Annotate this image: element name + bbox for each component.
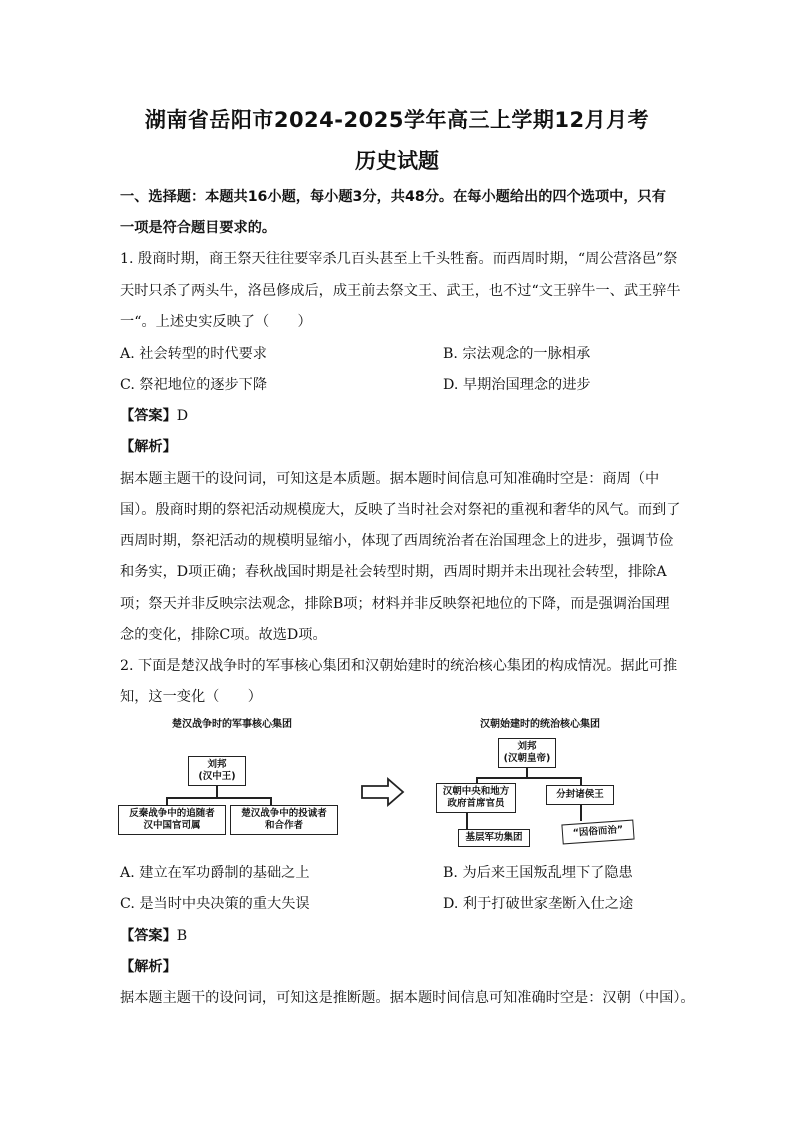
box-line: 和合作者 [264, 820, 303, 831]
box-line: 楚汉战争中的投诚者 [241, 808, 327, 819]
q1-analysis-line: 项；祭天并非反映宗法观念，排除B项；材料并非反映祭祀地位的下降，而是强调治国理 [120, 596, 670, 612]
box-line: 刘邦 [517, 741, 537, 752]
connector-line [270, 797, 272, 805]
box-line: 刘邦 [207, 759, 227, 770]
structure-diagram [110, 712, 650, 852]
connector-line [466, 813, 468, 829]
box-line: 政府首席官员 [447, 798, 505, 809]
connector-line [166, 797, 270, 799]
q1-option-d: D. 早期治国理念的进步 [443, 377, 591, 393]
box-line: (汉朝皇帝) [503, 753, 551, 764]
section-heading-line: 一、选择题：本题共16小题，每小题3分，共48分。在每小题给出的四个选项中，只有 [120, 189, 666, 205]
answer-label: 【答案】 [120, 928, 177, 944]
q1-analysis-line: 据本题主题干的设问词，可知这是本质题。据本题时间信息可知准确时空是：商周（中 [120, 471, 660, 487]
analysis-label: 【解析】 [120, 959, 177, 975]
q1-stem-line: 天时只杀了两头牛，洛邑修成后，成王前去祭文王、武王，也不过“文王骍牛一、武王骍牛 [120, 283, 681, 299]
q2-stem-line: 2. 下面是楚汉战争时的军事核心集团和汉朝始建时的统治核心集团的构成情况。据此可推 [120, 658, 678, 674]
q1-stem-line: 1. 殷商时期，商王祭天往往要宰杀几百头甚至上千头牲畜。而西周时期，“周公营洛邑”祭 [120, 251, 678, 267]
q1-option-b: B. 宗法观念的一脉相承 [443, 346, 591, 362]
right-box-d: “因俗而治” [561, 820, 634, 845]
right-box-b: 分封诸侯王 [546, 785, 614, 805]
box-line: 汉中国官司属 [143, 820, 201, 831]
q2-analysis-line: 据本题主题干的设问词，可知这是推断题。据本题时间信息可知准确时空是：汉朝（中国）。 [120, 990, 695, 1006]
q1-analysis-line: 和务实，D项正确；春秋战国时期是社会转型时期，西周时期并未出现社会转型，排除A [120, 564, 667, 580]
q2-option-b: B. 为后来王国叛乱埋下了隐患 [443, 865, 633, 881]
right-top-box [498, 738, 556, 768]
q2-option-c: C. 是当时中央决策的重大失误 [120, 896, 310, 912]
connector-line [476, 777, 580, 779]
q1-answer [120, 405, 188, 425]
box-line: 反秦战争中的追随者 [129, 808, 215, 819]
q2-option-d: D. 利于打破世家垄断入仕之途 [443, 896, 634, 912]
q1-analysis-label [120, 436, 177, 456]
left-top-box [188, 756, 246, 786]
box-line: (汉中王) [198, 771, 236, 782]
right-diagram-title: 汉朝始建时的统治核心集团 [480, 719, 600, 730]
connector-line [166, 797, 168, 805]
right-box-a [436, 783, 516, 813]
right-arrow-icon [360, 776, 406, 808]
page-title: 湖南省岳阳市2024-2025学年高三上学期12月月考 [144, 108, 650, 132]
analysis-label: 【解析】 [120, 439, 177, 455]
q2-option-a: A. 建立在军功爵制的基础之上 [120, 865, 310, 881]
q1-option-a: A. 社会转型的时代要求 [120, 346, 267, 362]
left-diagram-title: 楚汉战争时的军事核心集团 [172, 719, 292, 730]
answer-label: 【答案】 [120, 408, 177, 424]
q2-answer [120, 925, 187, 945]
page-subtitle: 历史试题 [355, 149, 439, 173]
q1-analysis-line: 念的变化，排除C项。故选D项。 [120, 627, 327, 643]
box-line: 汉朝中央和地方 [442, 786, 510, 797]
answer-value: B [176, 928, 188, 944]
section-heading-line: 一项是符合题目要求的。 [120, 220, 277, 236]
q1-option-c: C. 祭祀地位的逐步下降 [120, 377, 268, 393]
left-box-b [230, 805, 338, 835]
left-box-a [118, 805, 226, 835]
right-box-c: 基层军功集团 [458, 829, 530, 847]
q1-analysis-line: 西周时期，祭祀活动的规模明显缩小，体现了西周统治者在治国理念上的进步，强调节俭 [120, 533, 674, 549]
connector-line [580, 805, 582, 821]
connector-line [580, 777, 582, 785]
q1-stem-line: 一“。上述史实反映了（ ） [120, 314, 312, 330]
q2-stem-line: 知，这一变化（ ） [120, 689, 262, 705]
q1-analysis-line: 国）。殷商时期的祭祀活动规模庞大，反映了当时社会对祭祀的重视和奢华的风气。而到了 [120, 502, 681, 518]
answer-value: D [176, 408, 189, 424]
q2-analysis-label [120, 956, 177, 976]
